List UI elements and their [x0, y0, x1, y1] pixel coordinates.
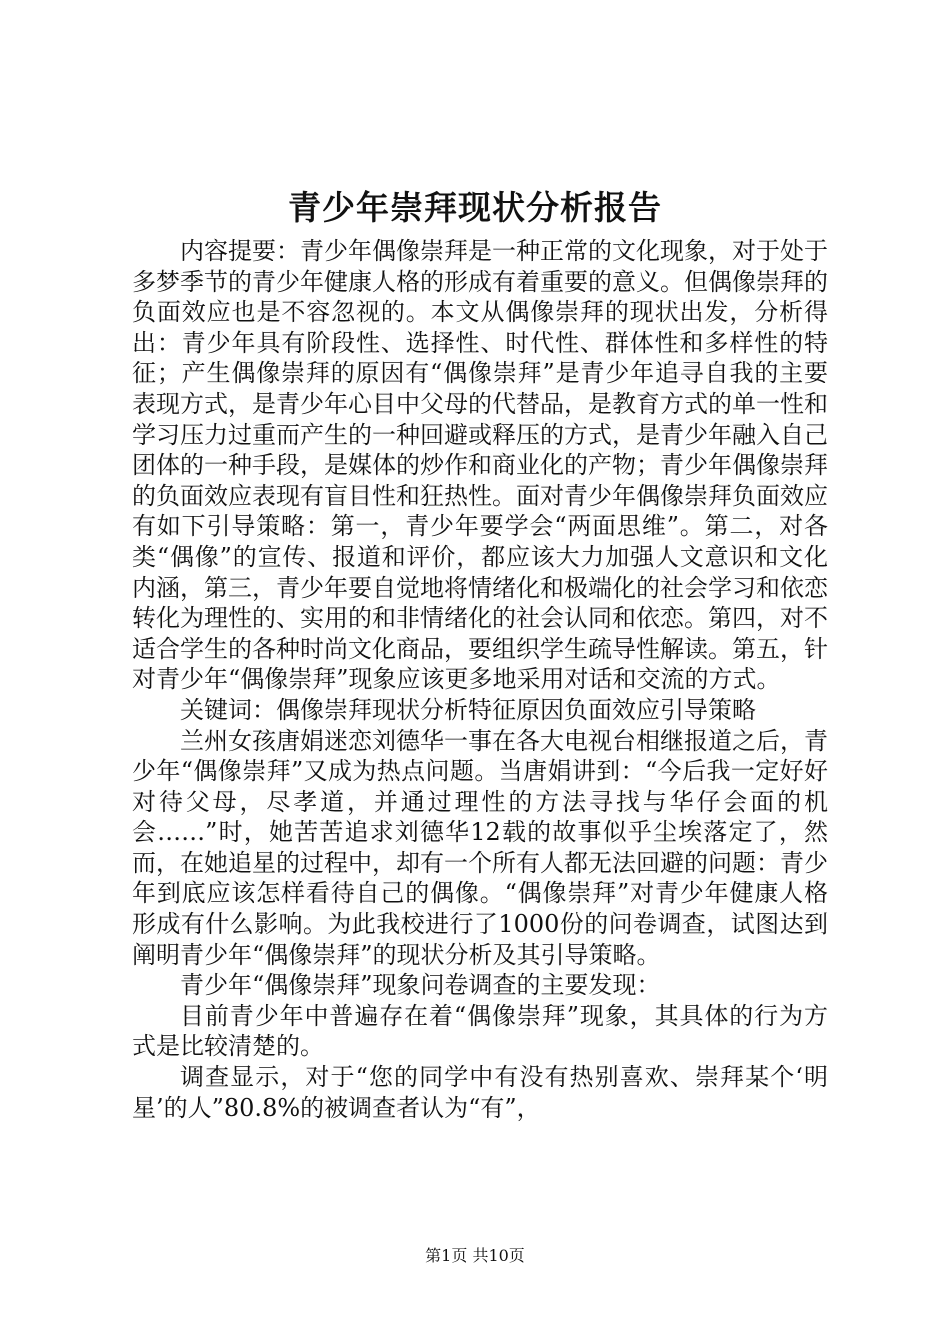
- findings-heading: 青少年“偶像崇拜”现象问卷调查的主要发现：: [180, 971, 661, 1000]
- document-title: 青少年崇拜现状分析报告: [288, 188, 662, 227]
- survey-paragraph: 调查显示，对于“您的同学中有没有热别喜欢、崇拜某个‘明星’的人”80.8%的被调查者认为“有”，: [132, 1063, 828, 1122]
- findings-paragraph: 目前青少年中普遍存在着“偶像崇拜”现象，其具体的行为方式是比较清楚的。: [132, 1001, 828, 1061]
- keywords-paragraph: 关键词：偶像崇拜现状分析特征原因负面效应引导策略: [180, 695, 756, 724]
- page-footer: 第1页 共10页: [425, 1246, 525, 1265]
- abstract-paragraph: 内容提要：青少年偶像崇拜是一种正常的文化现象，对于处于多梦季节的青少年健康人格的形成有着重要的意义。但偶像崇拜的负面效应也是不容忽视的。本文从偶像崇拜的现状出发，分析得出：青少年具有阶段性、选择性、时代性、群体性和多样性的特征；产生偶像崇拜的原因有“偶像崇拜”是青少年追寻自我的主要表现方式，是青少年心目中父母的代替品，是教育方式的单一性和学习压力过重而产生的一种回避或释压的方式，是青少年融入自己团体的一种手段，是媒体的炒作和商业化的产物；青少年偶像崇拜的负面效应表现有盲目性和狂热性。面对青少年偶像崇拜负面效应有如下引导策略：第一，青少年要学会“两面思维”。第二，对各类“偶像”的宣传、报道和评价，都应该大力加强人文意识和文化内涵，第三，青少年要自觉地将情绪化和极端化的社会学习和依恋转化为理性的、实用的和非情绪化的社会认同和依恋。第四，对不适合学生的各种时尚文化商品，要组织学生疏导性解读。第五，针对青少年“偶像崇拜”现象应该更多地采用对话和交流的方式。: [132, 237, 828, 694]
- document-body: [132, 236, 828, 1123]
- intro-paragraph: 兰州女孩唐娟迷恋刘德华一事在各大电视台相继报道之后，青少年“偶像崇拜”又成为热点问题。当唐娟讲到：“今后我一定好好对待父母，尽孝道，并通过理性的方法寻找与华仔会面的机会……”时，她苦苦追求刘德华12载的故事似乎尘埃落定了，然而，在她追星的过程中，却有一个所有人都无法回避的问题：青少年到底应该怎样看待自己的偶像。“偶像崇拜”对青少年健康人格形成有什么影响。为此我校进行了1000份的问卷调查，试图达到阐明青少年“偶像崇拜”的现状分析及其引导策略。: [132, 726, 828, 969]
